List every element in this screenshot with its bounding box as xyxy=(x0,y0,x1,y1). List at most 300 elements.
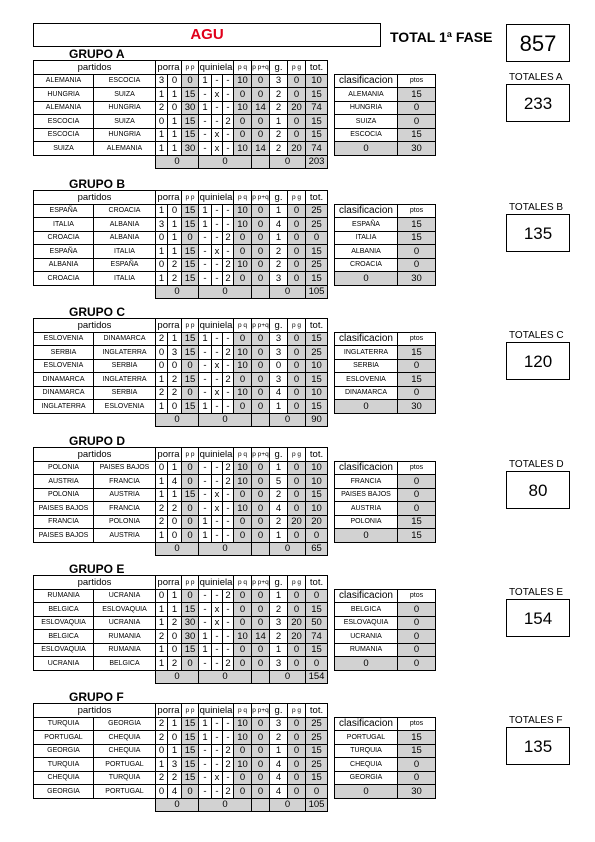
away-team: RUMANIA xyxy=(94,630,156,644)
quiniela-x: x xyxy=(212,502,223,516)
group-title: GRUPO C xyxy=(69,305,126,319)
goals-points: 0 xyxy=(288,400,306,414)
column-gap xyxy=(328,616,335,630)
goals-total: 1 xyxy=(270,461,288,475)
summary-row xyxy=(34,413,436,427)
bonus-points: 0 xyxy=(252,231,270,245)
group-section xyxy=(0,690,595,816)
clasif-points: 15 xyxy=(398,128,436,142)
home-team: INGLATERRA xyxy=(34,400,94,414)
clasif-points: 0 xyxy=(398,630,436,644)
col-header-g: g. xyxy=(270,319,288,333)
away-team: FRANCIA xyxy=(94,502,156,516)
quiniela-summary: 0 xyxy=(199,285,252,299)
goals-points: 20 xyxy=(288,616,306,630)
goals-total: 3 xyxy=(270,373,288,387)
clasif-team: UCRANIA xyxy=(335,630,398,644)
match-row xyxy=(34,717,436,731)
goals-points: 0 xyxy=(288,461,306,475)
clasif-team: SERBIA xyxy=(335,359,398,373)
porra-points: 15 xyxy=(182,218,199,232)
quiniela-points: 0 xyxy=(234,400,252,414)
porra-away-goals: 1 xyxy=(168,218,182,232)
quiniela-1: 1 xyxy=(199,630,212,644)
quiniela-x: - xyxy=(212,744,223,758)
home-team: FRANCIA xyxy=(34,515,94,529)
row-total: 25 xyxy=(306,717,328,731)
porra-away-goals: 1 xyxy=(168,245,182,259)
quiniela-2: - xyxy=(223,204,234,218)
quiniela-x: - xyxy=(212,589,223,603)
goals-points: 0 xyxy=(288,231,306,245)
group-totals-value: 135 xyxy=(506,214,570,252)
quiniela-x: x xyxy=(212,616,223,630)
porra-away-goals: 2 xyxy=(168,386,182,400)
column-gap xyxy=(328,704,335,718)
column-gap xyxy=(328,61,335,75)
away-team: ESLOVAQUIA xyxy=(94,603,156,617)
porra-points: 15 xyxy=(182,88,199,102)
row-total: 0 xyxy=(306,529,328,543)
porra-points: 15 xyxy=(182,272,199,286)
match-row xyxy=(34,488,436,502)
col-header-partidos: partidos xyxy=(34,319,156,333)
blank-cell xyxy=(335,798,436,812)
clasif-summary-count: 0 xyxy=(335,272,398,286)
quiniela-x: x xyxy=(212,603,223,617)
porra-away-goals: 0 xyxy=(168,359,182,373)
goals-total: 4 xyxy=(270,771,288,785)
clasif-team: ALEMANIA xyxy=(335,88,398,102)
quiniela-summary: 0 xyxy=(199,155,252,169)
home-team: ESLOVENIA xyxy=(34,359,94,373)
porra-summary: 0 xyxy=(156,285,199,299)
porra-points: 30 xyxy=(182,101,199,115)
quiniela-2: 2 xyxy=(223,373,234,387)
porra-away-goals: 1 xyxy=(168,231,182,245)
away-team: ALBANIA xyxy=(94,231,156,245)
away-team: PORTUGAL xyxy=(94,758,156,772)
goals-total: 5 xyxy=(270,475,288,489)
col-header-pp: p p xyxy=(182,61,199,75)
quiniela-points: 0 xyxy=(234,88,252,102)
blank-cell xyxy=(335,413,436,427)
row-total: 15 xyxy=(306,771,328,785)
porra-points: 0 xyxy=(182,589,199,603)
quiniela-2: 2 xyxy=(223,258,234,272)
row-total: 25 xyxy=(306,258,328,272)
group-title: GRUPO B xyxy=(69,177,126,191)
goals-points: 0 xyxy=(288,731,306,745)
bonus-points: 14 xyxy=(252,630,270,644)
bonus-points: 0 xyxy=(252,475,270,489)
bonus-points: 14 xyxy=(252,142,270,156)
quiniela-x: x xyxy=(212,771,223,785)
column-gap xyxy=(328,413,335,427)
goals-points: 20 xyxy=(288,630,306,644)
quiniela-points: 10 xyxy=(234,475,252,489)
quiniela-x: - xyxy=(212,785,223,799)
home-team: TURQUIA xyxy=(34,758,94,772)
porra-home-goals: 0 xyxy=(156,346,168,360)
quiniela-2: - xyxy=(223,400,234,414)
porra-points: 0 xyxy=(182,359,199,373)
goals-points: 0 xyxy=(288,218,306,232)
column-gap xyxy=(328,643,335,657)
porra-points: 15 xyxy=(182,603,199,617)
quiniela-1: 1 xyxy=(199,717,212,731)
quiniela-points: 0 xyxy=(234,616,252,630)
quiniela-2: 2 xyxy=(223,589,234,603)
porra-points: 0 xyxy=(182,502,199,516)
column-gap xyxy=(328,657,335,671)
col-header-ptos: ptos xyxy=(398,204,436,218)
porra-summary: 0 xyxy=(156,798,199,812)
row-total: 74 xyxy=(306,101,328,115)
bonus-points: 0 xyxy=(252,785,270,799)
blank-cell xyxy=(34,413,156,427)
goals-total: 1 xyxy=(270,115,288,129)
porra-points: 15 xyxy=(182,400,199,414)
quiniela-1: - xyxy=(199,616,212,630)
goals-points: 0 xyxy=(288,717,306,731)
goals-points: 0 xyxy=(288,657,306,671)
quiniela-points: 0 xyxy=(234,115,252,129)
clasif-points: 0 xyxy=(398,502,436,516)
match-row xyxy=(34,142,436,156)
clasif-team: ESLOVENIA xyxy=(335,373,398,387)
match-row xyxy=(34,373,436,387)
away-team: RUMANIA xyxy=(94,643,156,657)
column-gap xyxy=(328,245,335,259)
group-totals-label: TOTALES A xyxy=(509,72,563,83)
porra-points: 0 xyxy=(182,386,199,400)
goals-total: 3 xyxy=(270,717,288,731)
porra-away-goals: 0 xyxy=(168,515,182,529)
home-team: BELGICA xyxy=(34,630,94,644)
bonus-points: 0 xyxy=(252,603,270,617)
quiniela-points: 0 xyxy=(234,657,252,671)
porra-away-goals: 0 xyxy=(168,731,182,745)
bonus-points: 0 xyxy=(252,218,270,232)
goals-points: 0 xyxy=(288,128,306,142)
col-header-quiniela: quiniela xyxy=(199,448,233,460)
bonus-points: 0 xyxy=(252,657,270,671)
quiniela-2: - xyxy=(223,603,234,617)
quiniela-2: - xyxy=(223,502,234,516)
goals-points: 0 xyxy=(288,88,306,102)
col-header-pg: p g xyxy=(288,319,306,333)
blank-cell xyxy=(335,155,436,169)
col-header-pg: p g xyxy=(288,448,306,462)
col-header-g: g. xyxy=(270,576,288,590)
porra-home-goals: 1 xyxy=(156,142,168,156)
quiniela-points: 10 xyxy=(234,204,252,218)
quiniela-2: 2 xyxy=(223,231,234,245)
goals-total: 2 xyxy=(270,88,288,102)
group-table xyxy=(33,60,436,169)
porra-home-goals: 1 xyxy=(156,272,168,286)
quiniela-1: - xyxy=(199,657,212,671)
match-row xyxy=(34,475,436,489)
porra-home-goals: 3 xyxy=(156,74,168,88)
porra-away-goals: 4 xyxy=(168,785,182,799)
away-team: DINAMARCA xyxy=(94,332,156,346)
row-total: 15 xyxy=(306,272,328,286)
home-team: RUMANIA xyxy=(34,589,94,603)
clasif-team: ESPAÑA xyxy=(335,218,398,232)
goals-total: 1 xyxy=(270,589,288,603)
quiniela-x: x xyxy=(212,359,223,373)
goals-total: 2 xyxy=(270,101,288,115)
home-team: PAISES BAJOS xyxy=(34,502,94,516)
bonus-summary-blank xyxy=(252,670,270,684)
quiniela-2: 2 xyxy=(223,657,234,671)
group-totals-label: TOTALES F xyxy=(509,715,563,726)
home-team: GEORGIA xyxy=(34,785,94,799)
column-gap xyxy=(328,272,335,286)
match-row xyxy=(34,245,436,259)
porra-home-goals: 1 xyxy=(156,616,168,630)
quiniela-x: x xyxy=(212,128,223,142)
away-team: ALEMANIA xyxy=(94,142,156,156)
goals-points: 0 xyxy=(288,529,306,543)
quiniela-points: 10 xyxy=(234,142,252,156)
group-totals-label: TOTALES E xyxy=(509,587,564,598)
goals-total: 1 xyxy=(270,400,288,414)
match-row xyxy=(34,218,436,232)
goals-points: 0 xyxy=(288,643,306,657)
goals-points: 0 xyxy=(288,115,306,129)
bonus-points: 0 xyxy=(252,74,270,88)
home-team: POLONIA xyxy=(34,488,94,502)
quiniela-2: - xyxy=(223,386,234,400)
clasif-team: TURQUIA xyxy=(335,744,398,758)
match-row xyxy=(34,731,436,745)
porra-away-goals: 2 xyxy=(168,373,182,387)
goals-total: 4 xyxy=(270,785,288,799)
quiniela-1: 1 xyxy=(199,515,212,529)
column-gap xyxy=(328,515,335,529)
quiniela-points: 0 xyxy=(234,529,252,543)
home-team: SERBIA xyxy=(34,346,94,360)
column-gap xyxy=(328,204,335,218)
quiniela-2: - xyxy=(223,717,234,731)
quiniela-1: 1 xyxy=(199,204,212,218)
header-row xyxy=(34,576,436,590)
away-team: HUNGRIA xyxy=(94,128,156,142)
goals-total: 3 xyxy=(270,74,288,88)
group-totals-label: TOTALES D xyxy=(509,459,564,470)
away-team: INGLATERRA xyxy=(94,373,156,387)
goals-total: 1 xyxy=(270,204,288,218)
column-gap xyxy=(328,285,335,299)
goals-summary: 0 xyxy=(270,155,306,169)
porra-away-goals: 1 xyxy=(168,142,182,156)
porra-points: 0 xyxy=(182,231,199,245)
porra-home-goals: 1 xyxy=(156,88,168,102)
column-gap xyxy=(328,630,335,644)
col-header-clasificacion: clasificacion xyxy=(335,717,398,731)
match-row xyxy=(34,115,436,129)
row-total: 0 xyxy=(306,785,328,799)
quiniela-x: - xyxy=(212,657,223,671)
header-row xyxy=(34,61,436,75)
clasif-points: 15 xyxy=(398,744,436,758)
column-gap xyxy=(328,359,335,373)
porra-away-goals: 2 xyxy=(168,616,182,630)
row-total: 15 xyxy=(306,603,328,617)
quiniela-2: - xyxy=(223,101,234,115)
col-header-quiniela: quiniela xyxy=(199,191,233,203)
col-header-quiniela: quiniela xyxy=(199,319,233,331)
match-row xyxy=(34,128,436,142)
home-team: ESCOCIA xyxy=(34,115,94,129)
clasif-points: 0 xyxy=(398,603,436,617)
clasif-team: PORTUGAL xyxy=(335,731,398,745)
home-team: UCRANIA xyxy=(34,657,94,671)
goals-points: 0 xyxy=(288,785,306,799)
quiniela-x: - xyxy=(212,529,223,543)
goals-points: 0 xyxy=(288,272,306,286)
clasif-summary-points: 15 xyxy=(398,529,436,543)
quiniela-2: - xyxy=(223,88,234,102)
goals-total: 3 xyxy=(270,346,288,360)
row-total: 25 xyxy=(306,346,328,360)
col-header-pq: p q xyxy=(234,191,252,205)
col-header-pp: p p xyxy=(182,448,199,462)
col-header-g: g. xyxy=(270,704,288,718)
quiniela-1: - xyxy=(199,461,212,475)
quiniela-2: - xyxy=(223,142,234,156)
col-header-clasificacion: clasificacion xyxy=(335,332,398,346)
clasif-points: 0 xyxy=(398,101,436,115)
away-team: PORTUGAL xyxy=(94,785,156,799)
row-total: 0 xyxy=(306,589,328,603)
away-team: CHEQUIA xyxy=(94,731,156,745)
quiniela-points: 0 xyxy=(234,488,252,502)
col-header-porra: porra xyxy=(157,704,180,716)
col-header-ptos: ptos xyxy=(398,717,436,731)
clasif-team: CHEQUIA xyxy=(335,758,398,772)
col-header-pg: p g xyxy=(288,191,306,205)
porra-home-goals: 0 xyxy=(156,461,168,475)
header-row xyxy=(34,319,436,333)
quiniela-1: - xyxy=(199,373,212,387)
clasif-team: PAISES BAJOS xyxy=(335,488,398,502)
col-header-clasificacion: clasificacion xyxy=(335,461,398,475)
col-header-tot: tot. xyxy=(306,448,328,462)
summary-row xyxy=(34,670,436,684)
goals-total: 3 xyxy=(270,332,288,346)
quiniela-x: - xyxy=(212,74,223,88)
quiniela-1: 1 xyxy=(199,332,212,346)
row-total: 10 xyxy=(306,386,328,400)
column-gap xyxy=(328,758,335,772)
porra-points: 15 xyxy=(182,245,199,259)
col-header-porra: porra xyxy=(157,319,180,331)
quiniela-x: - xyxy=(212,204,223,218)
quiniela-2: - xyxy=(223,616,234,630)
row-total: 25 xyxy=(306,758,328,772)
quiniela-points: 10 xyxy=(234,218,252,232)
away-team: ITALIA xyxy=(94,245,156,259)
col-header-g: g. xyxy=(270,448,288,462)
bonus-points: 0 xyxy=(252,88,270,102)
col-header-ptos: ptos xyxy=(398,74,436,88)
bonus-points: 0 xyxy=(252,461,270,475)
quiniela-1: - xyxy=(199,758,212,772)
group-section xyxy=(0,47,595,173)
clasif-summary-points: 30 xyxy=(398,142,436,156)
bonus-points: 0 xyxy=(252,359,270,373)
col-header-ppq: p p+q xyxy=(252,576,270,590)
summary-row xyxy=(34,542,436,556)
col-header-ppq: p p+q xyxy=(252,704,270,718)
porra-home-goals: 2 xyxy=(156,515,168,529)
goals-summary: 0 xyxy=(270,798,306,812)
quiniela-1: - xyxy=(199,488,212,502)
match-row xyxy=(34,272,436,286)
col-header-tot: tot. xyxy=(306,576,328,590)
porra-away-goals: 1 xyxy=(168,589,182,603)
quiniela-points: 0 xyxy=(234,744,252,758)
porra-home-goals: 1 xyxy=(156,643,168,657)
col-header-g: g. xyxy=(270,191,288,205)
quiniela-x: - xyxy=(212,630,223,644)
home-team: ALBANIA xyxy=(34,258,94,272)
clasif-summary-count: 0 xyxy=(335,657,398,671)
col-header-ppq: p p+q xyxy=(252,319,270,333)
quiniela-1: - xyxy=(199,785,212,799)
porra-points: 0 xyxy=(182,475,199,489)
goals-points: 0 xyxy=(288,758,306,772)
goals-points: 0 xyxy=(288,386,306,400)
goals-points: 0 xyxy=(288,373,306,387)
row-total: 25 xyxy=(306,204,328,218)
quiniela-x: x xyxy=(212,245,223,259)
goals-summary: 0 xyxy=(270,542,306,556)
bonus-points: 0 xyxy=(252,128,270,142)
col-header-tot: tot. xyxy=(306,319,328,333)
column-gap xyxy=(328,191,335,205)
match-row xyxy=(34,359,436,373)
clasif-team: ESCOCIA xyxy=(335,128,398,142)
porra-home-goals: 3 xyxy=(156,218,168,232)
quiniela-x: - xyxy=(212,218,223,232)
blank-cell xyxy=(34,155,156,169)
quiniela-x: - xyxy=(212,231,223,245)
quiniela-points: 10 xyxy=(234,386,252,400)
bonus-points: 0 xyxy=(252,488,270,502)
column-gap xyxy=(328,74,335,88)
group-totals-value: 154 xyxy=(506,599,570,637)
quiniela-points: 0 xyxy=(234,245,252,259)
porra-away-goals: 2 xyxy=(168,657,182,671)
porra-home-goals: 2 xyxy=(156,502,168,516)
porra-away-goals: 1 xyxy=(168,717,182,731)
quiniela-points: 10 xyxy=(234,258,252,272)
porra-home-goals: 2 xyxy=(156,731,168,745)
clasif-summary-points: 30 xyxy=(398,400,436,414)
quiniela-x: - xyxy=(212,115,223,129)
row-total: 10 xyxy=(306,74,328,88)
quiniela-2: 2 xyxy=(223,115,234,129)
home-team: CHEQUIA xyxy=(34,771,94,785)
col-header-ptos: ptos xyxy=(398,461,436,475)
home-team: SUIZA xyxy=(34,142,94,156)
away-team: GEORGIA xyxy=(94,717,156,731)
